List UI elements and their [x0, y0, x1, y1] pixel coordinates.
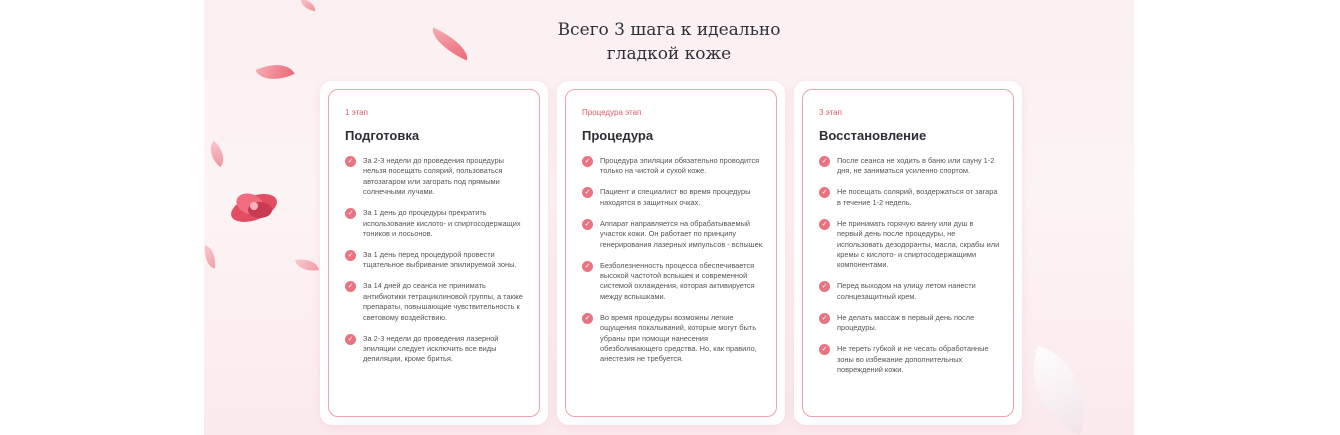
- check-circle-icon: ✓: [819, 187, 830, 198]
- hero-section: [204, 0, 1134, 435]
- check-circle-icon: ✓: [345, 250, 356, 261]
- card-title: Подготовка: [345, 128, 420, 143]
- card-frame: [802, 89, 1014, 417]
- check-circle-icon: ✓: [345, 208, 356, 219]
- list-item: ✓ Перед выходом на улицу летом нанести солнцезащитный крем.: [819, 281, 1001, 302]
- check-circle-icon: ✓: [582, 261, 593, 272]
- list-item: ✓ Процедура эпиляции обязательно проводится только на чистой и сухой коже.: [582, 156, 764, 177]
- list-item: ✓ За 2-3 недели до проведения процедуры нельзя посещать солярий, пользоваться автозагаром или загорать под прямыми солнечными лучами.: [345, 156, 527, 198]
- card-item-list: [345, 156, 527, 365]
- list-item: ✓ Не посещать солярий, воздержаться от загара в течение 1-2 недель.: [819, 187, 1001, 208]
- list-item: ✓ Безболезненность процесса обеспечивается высокой частотой вспышек и современной системой охлаждения, которая активируется между вспышками.: [582, 261, 764, 303]
- card-preparation: [320, 81, 548, 425]
- petal-icon: [204, 246, 217, 269]
- list-item: ✓ Не принимать горячую ванну или душ в первый день после процедуры, не использовать дезодоранты, масла, скрабы или кремы с кислото- и спиртосодержащими компонентами.: [819, 219, 1001, 271]
- check-circle-icon: ✓: [819, 281, 830, 292]
- card-item-list: [582, 156, 764, 365]
- list-item: ✓ Пациент и специалист во время процедуры находятся в защитных очках.: [582, 187, 764, 208]
- list-item: ✓ После сеанса не ходить в баню или сауну 1-2 дня, не заниматься усиленно спортом.: [819, 156, 1001, 177]
- list-item: ✓ Не тереть губкой и не чесать обработанные зоны во избежание дополнительных повреждений кожи.: [819, 344, 1001, 375]
- card-title: Восстановление: [819, 128, 927, 143]
- list-item: ✓ За 2-3 недели до проведения лазерной эпиляции следует исключить все виды депиляции, кроме бритья.: [345, 334, 527, 365]
- card-frame: [328, 89, 540, 417]
- check-circle-icon: ✓: [819, 219, 830, 230]
- list-item: ✓ За 1 день до процедуры прекратить использование кислото- и спиртосодержащих тоников и лосьонов.: [345, 208, 527, 239]
- card-stage-label: 3 этап: [819, 108, 842, 117]
- card-recovery: [794, 81, 1022, 425]
- card-frame: [565, 89, 777, 417]
- list-item: ✓ Во время процедуры возможны легкие ощущения покалываний, которые могут быть убраны при помощи нанесения обезболивающего средства. Но, как правило, анестезия не требуется.: [582, 313, 764, 365]
- check-circle-icon: ✓: [582, 156, 593, 167]
- check-circle-icon: ✓: [582, 219, 593, 230]
- check-circle-icon: ✓: [582, 313, 593, 324]
- card-title: Процедура: [582, 128, 654, 143]
- flower-icon: [224, 186, 284, 230]
- list-item: ✓ За 1 день перед процедурой провести тщательное выбривание эпилируемой зоны.: [345, 250, 527, 271]
- check-circle-icon: ✓: [345, 281, 356, 292]
- list-item: ✓ За 14 дней до сеанса не принимать антибиотики тетрациклиновой группы, а также препараты, повышающие чувствительность к световому воздействию.: [345, 281, 527, 323]
- feather-decoration: [1014, 345, 1104, 435]
- card-procedure: [557, 81, 785, 425]
- petal-icon: [204, 141, 231, 167]
- check-circle-icon: ✓: [819, 156, 830, 167]
- page-title: Всего 3 шага к идеально гладкой коже: [557, 20, 781, 64]
- list-item: ✓ Не делать массаж в первый день после процедуры.: [819, 313, 1001, 334]
- check-circle-icon: ✓: [819, 313, 830, 324]
- list-item: ✓ Аппарат направляется на обрабатываемый участок кожи. Он работает по принципу генерирования лазерных импульсов - вспышек.: [582, 219, 764, 250]
- check-circle-icon: ✓: [345, 156, 356, 167]
- card-item-list: [819, 156, 1001, 375]
- check-circle-icon: ✓: [345, 334, 356, 345]
- petal-icon: [295, 256, 319, 274]
- card-stage-label: 1 этап: [345, 108, 368, 117]
- check-circle-icon: ✓: [819, 344, 830, 355]
- petal-icon: [299, 0, 316, 11]
- card-stage-label: Процедура этап: [582, 108, 642, 117]
- check-circle-icon: ✓: [582, 187, 593, 198]
